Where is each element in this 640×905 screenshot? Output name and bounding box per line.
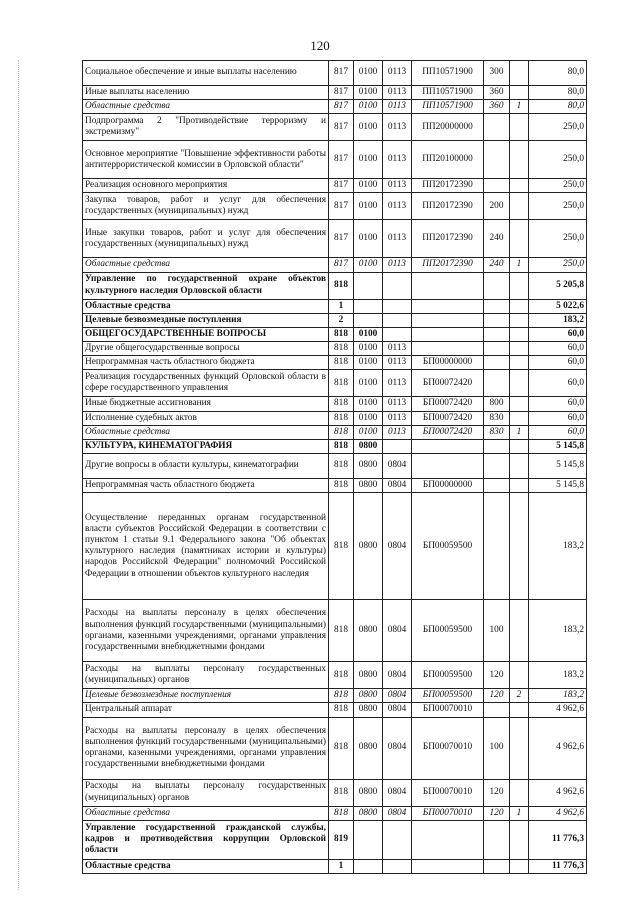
target-article-cell xyxy=(412,327,484,341)
ministry-code-cell: 817 xyxy=(329,86,354,100)
target-article-cell: БП00070010 xyxy=(412,703,484,717)
funding-source-cell xyxy=(510,859,529,873)
target-article-cell: ПП20172390 xyxy=(412,220,484,258)
subsection-code-cell xyxy=(383,820,412,859)
table-row xyxy=(83,179,587,193)
amount-cell: 11 776,3 xyxy=(529,859,587,873)
section-code-cell: 0800 xyxy=(354,717,383,779)
target-article-cell: БП00000000 xyxy=(412,479,484,493)
subsection-code-cell: 0804 xyxy=(383,493,412,600)
target-article-cell: БП00072420 xyxy=(412,397,484,411)
section-code-cell: 0100 xyxy=(354,411,383,425)
subsection-code-cell: 0113 xyxy=(383,411,412,425)
ministry-code-cell: 818 xyxy=(329,370,354,397)
ministry-code-cell: 818 xyxy=(329,439,354,453)
section-code-cell: 0800 xyxy=(354,439,383,453)
item-name-cell: Целевые безвозмездные поступления xyxy=(83,689,329,703)
subsection-code-cell: 0113 xyxy=(383,425,412,439)
item-name-cell: Непрограммная часть областного бюджета xyxy=(83,479,329,493)
expense-type-cell xyxy=(484,141,510,179)
item-name-cell: Центральный аппарат xyxy=(83,703,329,717)
expense-type-cell xyxy=(484,313,510,327)
ministry-code-cell: 818 xyxy=(329,806,354,820)
expense-type-cell xyxy=(484,703,510,717)
section-code-cell xyxy=(354,820,383,859)
amount-cell: 60,0 xyxy=(529,342,587,356)
table-row xyxy=(83,356,587,370)
funding-source-cell: 1 xyxy=(510,806,529,820)
funding-source-cell xyxy=(510,313,529,327)
funding-source-cell xyxy=(510,86,529,100)
item-name-cell: Целевые безвозмездные поступления xyxy=(83,313,329,327)
subsection-code-cell: 0113 xyxy=(383,193,412,220)
item-name-cell: Осуществление переданных органам государственной власти субъектов Российской Федерации в соответствии с пунктом 1 статьи 9.1 Федерального закона "Об объектах культурного наследия (памятниках истории и культуры) народов Российской Федерации" полномочий Российской Федерации в отношении объектов культурного наследия xyxy=(83,493,329,600)
table-row xyxy=(83,600,587,662)
ministry-code-cell: 818 xyxy=(329,356,354,370)
funding-source-cell xyxy=(510,717,529,779)
amount-cell: 183,2 xyxy=(529,493,587,600)
amount-cell: 250,0 xyxy=(529,220,587,258)
amount-cell: 183,2 xyxy=(529,662,587,689)
subsection-code-cell xyxy=(383,327,412,341)
subsection-code-cell xyxy=(383,272,412,299)
funding-source-cell: 1 xyxy=(510,425,529,439)
funding-source-cell xyxy=(510,327,529,341)
funding-source-cell xyxy=(510,370,529,397)
expense-type-cell: 300 xyxy=(484,61,510,86)
ministry-code-cell: 818 xyxy=(329,425,354,439)
item-name-cell: Иные бюджетные ассигнования xyxy=(83,397,329,411)
section-code-cell: 0100 xyxy=(354,220,383,258)
target-article-cell: ПП20100000 xyxy=(412,141,484,179)
section-code-cell xyxy=(354,272,383,299)
table-row xyxy=(83,61,587,86)
amount-cell: 60,0 xyxy=(529,397,587,411)
target-article-cell: ПП20000000 xyxy=(412,114,484,141)
amount-cell: 4 962,6 xyxy=(529,779,587,806)
amount-cell: 80,0 xyxy=(529,61,587,86)
section-code-cell: 0100 xyxy=(354,141,383,179)
subsection-code-cell: 0804 xyxy=(383,717,412,779)
subsection-code-cell: 0804 xyxy=(383,600,412,662)
table-row xyxy=(83,689,587,703)
section-code-cell: 0800 xyxy=(354,779,383,806)
subsection-code-cell: 0113 xyxy=(383,100,412,114)
expense-type-cell: 120 xyxy=(484,806,510,820)
target-article-cell xyxy=(412,342,484,356)
target-article-cell xyxy=(412,272,484,299)
section-code-cell xyxy=(354,313,383,327)
item-name-cell: Другие общегосударственные вопросы xyxy=(83,342,329,356)
subsection-code-cell xyxy=(383,313,412,327)
expense-type-cell: 240 xyxy=(484,258,510,272)
funding-source-cell xyxy=(510,141,529,179)
ministry-code-cell: 818 xyxy=(329,479,354,493)
subsection-code-cell: 0804 xyxy=(383,779,412,806)
subsection-code-cell: 0804 xyxy=(383,806,412,820)
section-code-cell: 0100 xyxy=(354,258,383,272)
table-row xyxy=(83,425,587,439)
ministry-code-cell: 818 xyxy=(329,493,354,600)
funding-source-cell: 1 xyxy=(510,100,529,114)
amount-cell: 250,0 xyxy=(529,179,587,193)
ministry-code-cell: 818 xyxy=(329,717,354,779)
table-row xyxy=(83,193,587,220)
funding-source-cell xyxy=(510,600,529,662)
subsection-code-cell xyxy=(383,859,412,873)
table-row xyxy=(83,479,587,493)
expense-type-cell xyxy=(484,820,510,859)
expense-type-cell: 120 xyxy=(484,689,510,703)
section-code-cell: 0100 xyxy=(354,86,383,100)
ministry-code-cell: 818 xyxy=(329,689,354,703)
ministry-code-cell: 819 xyxy=(329,820,354,859)
item-name-cell: Основное мероприятие "Повышение эффективности работы антитеррористической комиссии в Орловской области" xyxy=(83,141,329,179)
table-row xyxy=(83,662,587,689)
expense-type-cell xyxy=(484,439,510,453)
table-row xyxy=(83,859,587,873)
subsection-code-cell: 0113 xyxy=(383,220,412,258)
table-row xyxy=(83,220,587,258)
ministry-code-cell: 817 xyxy=(329,61,354,86)
table-row xyxy=(83,299,587,313)
section-code-cell: 0100 xyxy=(354,193,383,220)
target-article-cell: ПП20172390 xyxy=(412,258,484,272)
expense-type-cell xyxy=(484,370,510,397)
item-name-cell: Другие вопросы в области культуры, кинематографии xyxy=(83,454,329,479)
amount-cell: 5 145,8 xyxy=(529,454,587,479)
amount-cell: 11 776,3 xyxy=(529,820,587,859)
amount-cell: 4 962,6 xyxy=(529,703,587,717)
target-article-cell: БП00072420 xyxy=(412,370,484,397)
ministry-code-cell: 817 xyxy=(329,141,354,179)
amount-cell: 60,0 xyxy=(529,425,587,439)
item-name-cell: Иные закупки товаров, работ и услуг для обеспечения государственных (муниципальных) нужд xyxy=(83,220,329,258)
subsection-code-cell: 0113 xyxy=(383,258,412,272)
expense-type-cell xyxy=(484,327,510,341)
table-row xyxy=(83,779,587,806)
table-row xyxy=(83,272,587,299)
subsection-code-cell: 0113 xyxy=(383,179,412,193)
table-row xyxy=(83,397,587,411)
expense-type-cell xyxy=(484,299,510,313)
ministry-code-cell: 818 xyxy=(329,327,354,341)
amount-cell: 60,0 xyxy=(529,370,587,397)
item-name-cell: Расходы на выплаты персоналу государственных (муниципальных) органов xyxy=(83,779,329,806)
amount-cell: 5 145,8 xyxy=(529,439,587,453)
item-name-cell: Социальное обеспечение и иные выплаты населению xyxy=(83,61,329,86)
ministry-code-cell: 817 xyxy=(329,258,354,272)
target-article-cell: ПП10571900 xyxy=(412,61,484,86)
expense-type-cell: 830 xyxy=(484,425,510,439)
subsection-code-cell: 0113 xyxy=(383,141,412,179)
ministry-code-cell: 1 xyxy=(329,859,354,873)
section-code-cell: 0100 xyxy=(354,327,383,341)
amount-cell: 183,2 xyxy=(529,313,587,327)
amount-cell: 60,0 xyxy=(529,327,587,341)
page-number: 120 xyxy=(310,38,330,53)
funding-source-cell xyxy=(510,662,529,689)
ministry-code-cell: 818 xyxy=(329,411,354,425)
target-article-cell: БП00059500 xyxy=(412,493,484,600)
table-row xyxy=(83,370,587,397)
funding-source-cell xyxy=(510,454,529,479)
amount-cell: 183,2 xyxy=(529,689,587,703)
expense-type-cell xyxy=(484,859,510,873)
section-code-cell: 0100 xyxy=(354,425,383,439)
amount-cell: 80,0 xyxy=(529,100,587,114)
funding-source-cell xyxy=(510,342,529,356)
subsection-code-cell: 0804 xyxy=(383,689,412,703)
table-row xyxy=(83,141,587,179)
section-code-cell: 0100 xyxy=(354,61,383,86)
ministry-code-cell: 818 xyxy=(329,397,354,411)
expense-type-cell xyxy=(484,114,510,141)
funding-source-cell xyxy=(510,299,529,313)
expense-type-cell xyxy=(484,179,510,193)
target-article-cell: БП00059500 xyxy=(412,689,484,703)
table-row xyxy=(83,439,587,453)
expense-type-cell xyxy=(484,454,510,479)
section-code-cell: 0100 xyxy=(354,342,383,356)
amount-cell: 5 145,8 xyxy=(529,479,587,493)
subsection-code-cell: 0113 xyxy=(383,86,412,100)
amount-cell: 4 962,6 xyxy=(529,806,587,820)
amount-cell: 60,0 xyxy=(529,356,587,370)
target-article-cell: БП00070010 xyxy=(412,717,484,779)
funding-source-cell: 1 xyxy=(510,258,529,272)
table-row xyxy=(83,258,587,272)
expense-type-cell: 800 xyxy=(484,397,510,411)
table-row xyxy=(83,327,587,341)
section-code-cell: 0100 xyxy=(354,370,383,397)
target-article-cell: БП00000000 xyxy=(412,356,484,370)
amount-cell: 250,0 xyxy=(529,141,587,179)
funding-source-cell xyxy=(510,61,529,86)
funding-source-cell xyxy=(510,179,529,193)
target-article-cell xyxy=(412,439,484,453)
table-row xyxy=(83,313,587,327)
target-article-cell: ПП20172390 xyxy=(412,179,484,193)
target-article-cell xyxy=(412,820,484,859)
item-name-cell: Закупка товаров, работ и услуг для обеспечения государственных (муниципальных) нужд xyxy=(83,193,329,220)
target-article-cell: ПП20172390 xyxy=(412,193,484,220)
section-code-cell xyxy=(354,299,383,313)
section-code-cell: 0800 xyxy=(354,689,383,703)
item-name-cell: Реализация основного мероприятия xyxy=(83,179,329,193)
table-row xyxy=(83,820,587,859)
amount-cell: 183,2 xyxy=(529,600,587,662)
funding-source-cell xyxy=(510,356,529,370)
funding-source-cell xyxy=(510,479,529,493)
item-name-cell: Расходы на выплаты персоналу в целях обеспечения выполнения функций государственными (муниципальными) органами, казенными учреждениями, органами управления государственными внебюджетными фондами xyxy=(83,717,329,779)
amount-cell: 4 962,6 xyxy=(529,717,587,779)
subsection-code-cell xyxy=(383,439,412,453)
ministry-code-cell: 818 xyxy=(329,779,354,806)
section-code-cell: 0100 xyxy=(354,114,383,141)
section-code-cell xyxy=(354,859,383,873)
subsection-code-cell: 0113 xyxy=(383,61,412,86)
funding-source-cell: 2 xyxy=(510,689,529,703)
subsection-code-cell: 0113 xyxy=(383,114,412,141)
funding-source-cell xyxy=(510,411,529,425)
section-code-cell: 0800 xyxy=(354,703,383,717)
target-article-cell xyxy=(412,299,484,313)
ministry-code-cell: 818 xyxy=(329,342,354,356)
item-name-cell: Областные средства xyxy=(83,806,329,820)
funding-source-cell xyxy=(510,820,529,859)
item-name-cell: Управление по государственной охране объектов культурного наследия Орловской области xyxy=(83,272,329,299)
funding-source-cell xyxy=(510,779,529,806)
amount-cell: 60,0 xyxy=(529,411,587,425)
ministry-code-cell: 818 xyxy=(329,703,354,717)
funding-source-cell xyxy=(510,272,529,299)
funding-source-cell xyxy=(510,220,529,258)
expense-type-cell xyxy=(484,342,510,356)
target-article-cell: БП00059500 xyxy=(412,662,484,689)
item-name-cell: ОБЩЕГОСУДАРСТВЕННЫЕ ВОПРОСЫ xyxy=(83,327,329,341)
expense-type-cell: 360 xyxy=(484,100,510,114)
section-code-cell: 0100 xyxy=(354,397,383,411)
target-article-cell: БП00072420 xyxy=(412,425,484,439)
item-name-cell: Областные средства xyxy=(83,100,329,114)
ministry-code-cell: 817 xyxy=(329,114,354,141)
funding-source-cell xyxy=(510,193,529,220)
expense-type-cell: 360 xyxy=(484,86,510,100)
item-name-cell: Управление государственной гражданской службы, кадров и противодействия коррупции Орловской области xyxy=(83,820,329,859)
margin-rule xyxy=(18,60,19,890)
target-article-cell: БП00070010 xyxy=(412,806,484,820)
expense-type-cell: 240 xyxy=(484,220,510,258)
item-name-cell: Иные выплаты населению xyxy=(83,86,329,100)
subsection-code-cell xyxy=(383,299,412,313)
subsection-code-cell: 0113 xyxy=(383,370,412,397)
item-name-cell: Областные средства xyxy=(83,299,329,313)
table-row xyxy=(83,114,587,141)
item-name-cell: Расходы на выплаты персоналу в целях обеспечения выполнения функций государственными (муниципальными) органами, казенными учреждениями, органами управления государственными внебюджетными фондами xyxy=(83,600,329,662)
item-name-cell: Областные средства xyxy=(83,859,329,873)
ministry-code-cell: 818 xyxy=(329,454,354,479)
funding-source-cell xyxy=(510,493,529,600)
table-row xyxy=(83,703,587,717)
section-code-cell: 0800 xyxy=(354,493,383,600)
target-article-cell xyxy=(412,313,484,327)
table-row xyxy=(83,86,587,100)
table-row xyxy=(83,454,587,479)
expense-type-cell xyxy=(484,493,510,600)
section-code-cell: 0800 xyxy=(354,454,383,479)
amount-cell: 5 022,6 xyxy=(529,299,587,313)
table-row xyxy=(83,717,587,779)
item-name-cell: Подпрограмма 2 "Противодействие терроризму и экстремизму" xyxy=(83,114,329,141)
section-code-cell: 0800 xyxy=(354,806,383,820)
target-article-cell: БП00072420 xyxy=(412,411,484,425)
expense-type-cell: 200 xyxy=(484,193,510,220)
subsection-code-cell: 0113 xyxy=(383,397,412,411)
expense-type-cell: 120 xyxy=(484,779,510,806)
subsection-code-cell: 0804 xyxy=(383,454,412,479)
ministry-code-cell: 1 xyxy=(329,299,354,313)
expense-type-cell: 120 xyxy=(484,662,510,689)
target-article-cell: БП00070010 xyxy=(412,779,484,806)
expense-type-cell: 830 xyxy=(484,411,510,425)
subsection-code-cell: 0113 xyxy=(383,356,412,370)
subsection-code-cell: 0804 xyxy=(383,703,412,717)
section-code-cell: 0800 xyxy=(354,662,383,689)
table-row xyxy=(83,100,587,114)
item-name-cell: Расходы на выплаты персоналу государственных (муниципальных) органов xyxy=(83,662,329,689)
target-article-cell: БП00059500 xyxy=(412,600,484,662)
table-row xyxy=(83,342,587,356)
table-row xyxy=(83,411,587,425)
target-article-cell xyxy=(412,859,484,873)
funding-source-cell xyxy=(510,397,529,411)
budget-table xyxy=(82,60,587,874)
amount-cell: 5 205,8 xyxy=(529,272,587,299)
item-name-cell: Областные средства xyxy=(83,258,329,272)
amount-cell: 250,0 xyxy=(529,258,587,272)
section-code-cell: 0100 xyxy=(354,179,383,193)
section-code-cell: 0800 xyxy=(354,479,383,493)
funding-source-cell xyxy=(510,114,529,141)
target-article-cell: ПП10571900 xyxy=(412,100,484,114)
item-name-cell: Непрограммная часть областного бюджета xyxy=(83,356,329,370)
item-name-cell: Реализация государственных функций Орловской области в сфере государственного управления xyxy=(83,370,329,397)
funding-source-cell xyxy=(510,703,529,717)
subsection-code-cell: 0804 xyxy=(383,662,412,689)
ministry-code-cell: 817 xyxy=(329,179,354,193)
section-code-cell: 0100 xyxy=(354,356,383,370)
ministry-code-cell: 817 xyxy=(329,220,354,258)
table-row xyxy=(83,493,587,600)
expense-type-cell xyxy=(484,272,510,299)
ministry-code-cell: 817 xyxy=(329,193,354,220)
expense-type-cell: 100 xyxy=(484,717,510,779)
section-code-cell: 0100 xyxy=(354,100,383,114)
section-code-cell: 0800 xyxy=(354,600,383,662)
amount-cell: 250,0 xyxy=(529,193,587,220)
target-article-cell: ПП10571900 xyxy=(412,86,484,100)
ministry-code-cell: 817 xyxy=(329,100,354,114)
ministry-code-cell: 818 xyxy=(329,272,354,299)
amount-cell: 80,0 xyxy=(529,86,587,100)
ministry-code-cell: 818 xyxy=(329,600,354,662)
item-name-cell: Областные средства xyxy=(83,425,329,439)
expense-type-cell xyxy=(484,356,510,370)
subsection-code-cell: 0113 xyxy=(383,342,412,356)
ministry-code-cell: 818 xyxy=(329,662,354,689)
item-name-cell: Исполнение судебных актов xyxy=(83,411,329,425)
funding-source-cell xyxy=(510,439,529,453)
amount-cell: 250,0 xyxy=(529,114,587,141)
ministry-code-cell: 2 xyxy=(329,313,354,327)
expense-type-cell: 100 xyxy=(484,600,510,662)
target-article-cell xyxy=(412,454,484,479)
table-row xyxy=(83,806,587,820)
subsection-code-cell: 0804 xyxy=(383,479,412,493)
expense-type-cell xyxy=(484,479,510,493)
item-name-cell: КУЛЬТУРА, КИНЕМАТОГРАФИЯ xyxy=(83,439,329,453)
